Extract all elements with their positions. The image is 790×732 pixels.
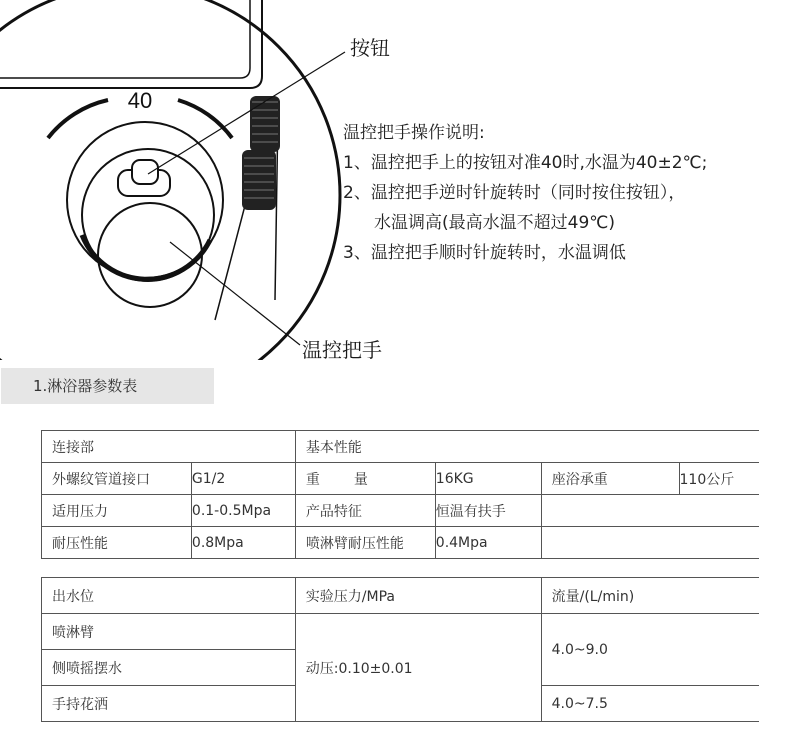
- dial-number: 40: [127, 88, 153, 113]
- dial-scale-arc: [178, 100, 232, 138]
- table-cell: 4.0~9.0: [541, 614, 759, 686]
- table-header-cell: 基本性能: [295, 431, 759, 463]
- table-row: [42, 527, 760, 559]
- table-cell: 重 量: [295, 463, 435, 495]
- table-cell: 0.4Mpa: [435, 527, 541, 559]
- table-cell: 恒温有扶手: [435, 495, 541, 527]
- handle-button: [132, 160, 158, 184]
- table-row: [42, 431, 760, 463]
- button-callout-label: 按钮: [350, 36, 390, 60]
- table-header-cell: 出水位: [42, 578, 296, 614]
- dial-scale-arc: [48, 100, 108, 138]
- flow-table: [41, 577, 759, 722]
- table-cell: 4.0~7.5: [541, 686, 759, 722]
- table-cell-empty: [541, 495, 759, 527]
- table-header-cell: 连接部: [42, 431, 296, 463]
- table-cell: 外螺纹管道接口: [42, 463, 192, 495]
- knurled-knob: [242, 150, 276, 210]
- table-cell: 0.1-0.5Mpa: [191, 495, 295, 527]
- instruction-line: 2、温控把手逆时针旋转时（同时按住按钮），: [343, 183, 686, 203]
- table-cell: G1/2: [191, 463, 295, 495]
- table-cell: 手持花洒: [42, 686, 296, 722]
- table-cell: 适用压力: [42, 495, 192, 527]
- table-cell-empty: [541, 527, 759, 559]
- handle-callout-label: 温控把手: [302, 338, 382, 362]
- table-row: [42, 463, 760, 495]
- table-header-cell: 流量/(L/min): [541, 578, 759, 614]
- knurled-knob: [250, 96, 280, 152]
- table-cell: 喷淋臂耐压性能: [295, 527, 435, 559]
- instructions-title: 温控把手操作说明:: [343, 123, 485, 143]
- table-row: [42, 614, 760, 650]
- table-cell: 喷淋臂: [42, 614, 296, 650]
- table-cell: 产品特征: [295, 495, 435, 527]
- handle-leader-line: [170, 242, 300, 345]
- faucet-body-edge: [0, 0, 250, 78]
- table-row: [42, 578, 760, 614]
- table-header-cell: 实验压力/MPa: [295, 578, 541, 614]
- params-table: [41, 430, 759, 559]
- faucet-body-edge: [0, 0, 262, 88]
- table-cell: 耐压性能: [42, 527, 192, 559]
- table-cell: 16KG: [435, 463, 541, 495]
- table-cell: 110公斤: [679, 463, 759, 495]
- instruction-line: 3、温控把手顺时针旋转时，水温调低: [343, 243, 626, 263]
- instruction-line: 水温调高(最高水温不超过49℃): [374, 213, 615, 233]
- instruction-line: 1、温控把手上的按钮对准40时,水温为40±2℃;: [343, 153, 708, 173]
- table-cell: 动压:0.10±0.01: [295, 614, 541, 722]
- operation-instructions: [343, 118, 707, 268]
- table-cell: 侧喷摇摆水: [42, 650, 296, 686]
- table-cell: 座浴承重: [541, 463, 679, 495]
- table-cell: 0.8Mpa: [191, 527, 295, 559]
- section-title: 1.淋浴器参数表: [1, 368, 214, 404]
- table-row: [42, 495, 760, 527]
